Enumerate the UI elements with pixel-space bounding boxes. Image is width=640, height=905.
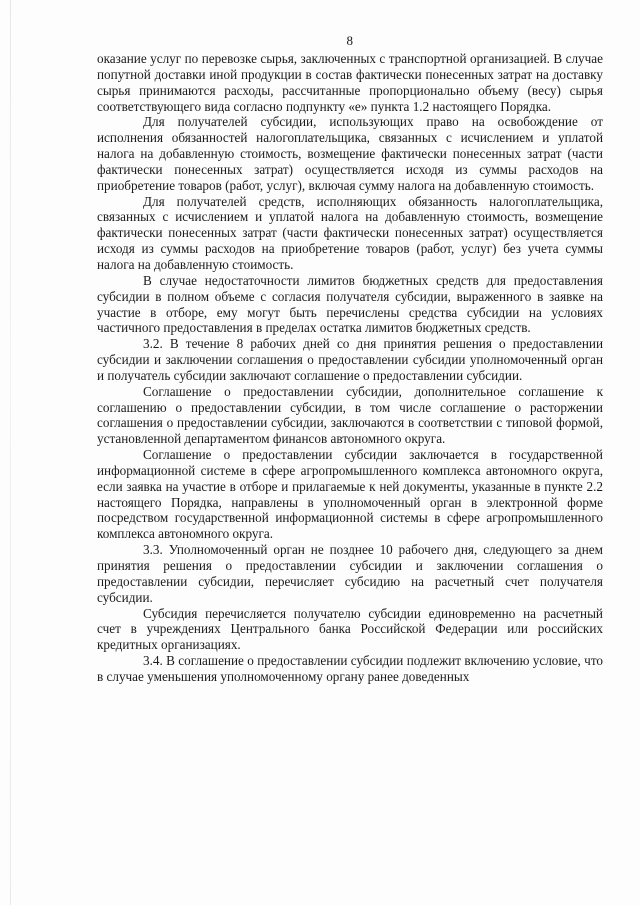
paragraph-agreement-form: Соглашение о предоставлении субсидии, дополнительное соглашение к соглашению о предоставлении субсидии, в том числе соглашение о расторжении соглашения о предоставлении субсидии, заключаются в соответствии с типовой формой, установленной департаментом финансов автономного округа. — [97, 383, 603, 447]
page-number: 8 — [346, 33, 354, 48]
paragraph-subsidy-transfer: Субсидия перечисляется получателю субсидии единовременно на расчетный счет в учреждениях Центрального банка Российской Федерации или российских кредитных организациях. — [97, 605, 603, 653]
paragraph-agreement-system: Соглашение о предоставлении субсидии заключается в государственной информационной системе в сфере агропромышленного комплекса автономного округа, если заявка на участие в отборе и прилагаемые к ней документы, указанные в пункте 2.2 настоящего Порядка, направлены в уполномоченный орган в электронной форме посредством государственной информационной системы в сфере агропромышленного комплекса автономного округа. — [97, 447, 603, 542]
paragraph-budget-limits: В случае недостаточности лимитов бюджетных средств для предоставления субсидии в полном объеме с согласия получателя субсидии, выраженного в заявке на участие в отборе, ему могут быть перечислены средства субсидии на условиях частичного предоставления в пределах остатка лимитов бюджетных средств. — [97, 272, 603, 336]
paragraph-3-2: 3.2. В течение 8 рабочих дней со дня принятия решения о предоставлении субсидии и заключении соглашения о предоставлении субсидии уполномоченный орган и получатель субсидии заключают соглашение о предоставлении субсидии. — [97, 336, 603, 383]
paragraph-3-4: 3.4. В соглашение о предоставлении субсидии подлежит включению условие, что в случае уменьшения уполномоченному органу ранее доведенных — [97, 653, 603, 684]
scan-edge-line — [10, 0, 11, 905]
paragraph-3-3: 3.3. Уполномоченный орган не позднее 10 рабочего дня, следующего за днем принятия решения о предоставлении субсидии и заключении соглашения о предоставлении субсидии, перечисляет субсидию на расчетный счет получателя субсидии. — [97, 542, 603, 605]
document-body — [97, 51, 603, 685]
paragraph-vat-exempt: Для получателей субсидии, использующих право на освобождение от исполнения обязанностей налогоплательщика, связанных с исчислением и уплатой налога на добавленную стоимость, возмещение фактически понесенных затрат (части фактически понесенных затрат) осуществляется исходя из суммы расходов на приобретение товаров (работ, услуг), включая сумму налога на добавленную стоимость. — [97, 114, 603, 193]
paragraph-continuation: оказание услуг по перевозке сырья, заключенных с транспортной организацией. В случае попутной доставки иной продукции в состав фактически понесенных затрат на доставку сырья принимаются расходы, рассчитанные пропорционально объему (весу) сырья соответствующего вида согласно подпункту «е» пункта 1.2 настоящего Порядка. — [97, 51, 603, 114]
paragraph-vat-payer: Для получателей средств, исполняющих обязанность налогоплательщика, связанных с исчислением и уплатой налога на добавленную стоимость, возмещение фактически понесенных затрат (части фактически понесенных затрат) осуществляется исходя из суммы расходов на приобретение товаров (работ, услуг) без учета суммы налога на добавленную стоимость. — [97, 193, 603, 272]
